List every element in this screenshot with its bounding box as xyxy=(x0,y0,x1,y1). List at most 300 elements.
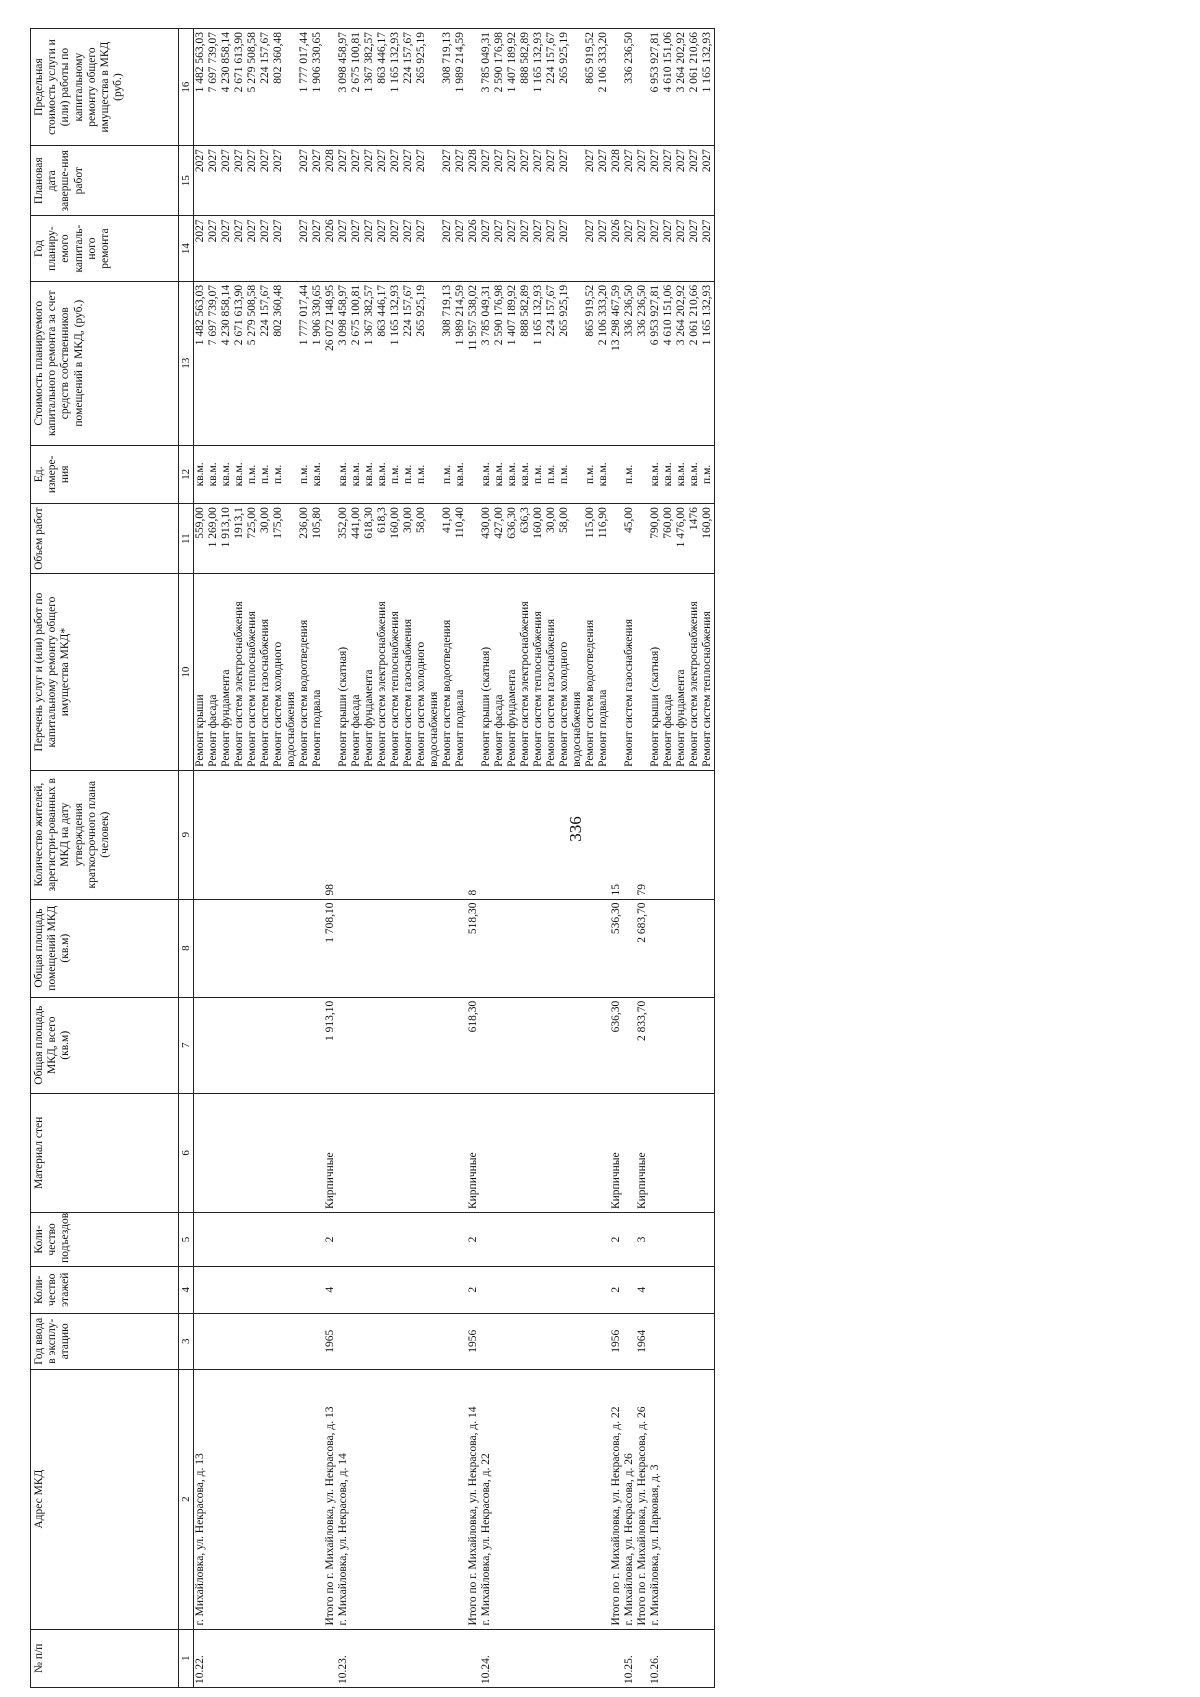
address-cell: Итого по г. Михайловка, ул. Некрасова, д. 14 xyxy=(467,1369,480,1629)
premises-area-cell: 1 708,10 xyxy=(324,899,337,997)
max-cost-cell xyxy=(467,29,480,146)
residents-cell xyxy=(519,770,532,899)
row-number-cell xyxy=(610,1629,623,1687)
row-number-cell xyxy=(311,1629,324,1687)
floors-cell xyxy=(675,1266,688,1313)
year-built-cell xyxy=(298,1313,311,1369)
column-number: 13 xyxy=(179,281,194,445)
completion-year-cell: 2027 xyxy=(493,146,506,216)
column-number: 10 xyxy=(179,574,194,771)
work-type-cell: Ремонт фундамента xyxy=(220,574,233,771)
year-built-cell: 1956 xyxy=(467,1313,480,1369)
row-number-cell xyxy=(272,1629,298,1687)
planned-cost-cell: 1 989 214,59 xyxy=(454,281,467,445)
unit-cell: кв.м. xyxy=(194,445,208,503)
repair-year-cell: 2027 xyxy=(493,216,506,282)
table-row xyxy=(441,29,454,1688)
floors-cell: 4 xyxy=(324,1266,337,1313)
row-number-cell xyxy=(402,1629,415,1687)
planned-cost-cell: 2 671 613,90 xyxy=(233,281,246,445)
table-row xyxy=(311,29,324,1688)
work-volume-cell: 636,3 xyxy=(519,504,532,574)
completion-year-cell: 2027 xyxy=(545,146,558,216)
planned-cost-cell: 3 264 202,92 xyxy=(675,281,688,445)
table-row xyxy=(233,29,246,1688)
wall-material-cell: Кирпичные xyxy=(324,1093,337,1212)
total-area-cell xyxy=(519,997,532,1093)
address-cell xyxy=(363,1369,376,1629)
premises-area-cell xyxy=(350,899,363,997)
premises-area-cell xyxy=(194,899,208,997)
entrances-cell xyxy=(376,1213,389,1267)
premises-area-cell xyxy=(337,899,350,997)
year-built-cell: 1956 xyxy=(610,1313,623,1369)
year-built-cell xyxy=(311,1313,324,1369)
work-type-cell: Ремонт систем теплоснабжения xyxy=(246,574,259,771)
table-row xyxy=(662,29,675,1688)
max-cost-cell: 2 675 100,81 xyxy=(350,29,363,146)
unit-cell: кв.м. xyxy=(233,445,246,503)
unit-cell xyxy=(636,445,649,503)
floors-cell xyxy=(493,1266,506,1313)
planned-cost-cell: 1 777 017,44 xyxy=(298,281,311,445)
floors-cell xyxy=(207,1266,220,1313)
table-row xyxy=(623,29,636,1688)
year-built-cell xyxy=(662,1313,675,1369)
unit-cell xyxy=(610,445,623,503)
entrances-cell xyxy=(415,1213,441,1267)
max-cost-cell: 1 482 563,03 xyxy=(194,29,208,146)
table-row xyxy=(376,29,389,1688)
repair-year-cell: 2027 xyxy=(545,216,558,282)
completion-year-cell: 2027 xyxy=(298,146,311,216)
work-type-cell xyxy=(467,574,480,771)
max-cost-cell: 336 236,50 xyxy=(623,29,636,146)
work-volume-cell: 352,00 xyxy=(337,504,350,574)
year-built-cell xyxy=(441,1313,454,1369)
repair-year-cell: 2027 xyxy=(688,216,701,282)
planned-cost-cell: 802 360,48 xyxy=(272,281,298,445)
year-built-cell xyxy=(519,1313,532,1369)
work-volume-cell: 110,40 xyxy=(454,504,467,574)
work-volume-cell: 160,00 xyxy=(389,504,402,574)
repair-year-cell: 2027 xyxy=(454,216,467,282)
max-cost-cell: 3 785 049,31 xyxy=(480,29,493,146)
max-cost-cell: 265 925,19 xyxy=(558,29,584,146)
premises-area-cell xyxy=(259,899,272,997)
header-cell: Год планиру-емого капиталь-ного ремонта xyxy=(31,216,179,282)
table-body xyxy=(194,29,715,1688)
entrances-cell: 2 xyxy=(610,1213,623,1267)
wall-material-cell xyxy=(246,1093,259,1212)
premises-area-cell xyxy=(454,899,467,997)
completion-year-cell: 2027 xyxy=(376,146,389,216)
total-area-cell xyxy=(363,997,376,1093)
floors-cell xyxy=(662,1266,675,1313)
planned-cost-cell: 2 675 100,81 xyxy=(350,281,363,445)
entrances-cell xyxy=(441,1213,454,1267)
entrances-cell xyxy=(298,1213,311,1267)
entrances-cell xyxy=(389,1213,402,1267)
year-built-cell xyxy=(584,1313,597,1369)
address-cell xyxy=(441,1369,454,1629)
work-volume-cell: 441,00 xyxy=(350,504,363,574)
floors-cell xyxy=(259,1266,272,1313)
work-volume-cell: 559,00 xyxy=(194,504,208,574)
work-type-cell: Ремонт крыши (скатная) xyxy=(649,574,662,771)
row-number-cell xyxy=(467,1629,480,1687)
year-built-cell xyxy=(454,1313,467,1369)
wall-material-cell xyxy=(311,1093,324,1212)
max-cost-cell: 5 279 508,58 xyxy=(246,29,259,146)
residents-cell xyxy=(233,770,246,899)
total-area-cell xyxy=(649,997,662,1093)
completion-year-cell: 2027 xyxy=(415,146,441,216)
planned-cost-cell: 1 165 132,93 xyxy=(701,281,715,445)
wall-material-cell xyxy=(623,1093,636,1212)
residents-cell xyxy=(194,770,208,899)
residents-cell xyxy=(259,770,272,899)
floors-cell xyxy=(298,1266,311,1313)
completion-year-cell: 2027 xyxy=(649,146,662,216)
premises-area-cell: 2 683,70 xyxy=(636,899,649,997)
row-number-cell xyxy=(545,1629,558,1687)
year-built-cell xyxy=(415,1313,441,1369)
column-number: 1 xyxy=(179,1629,194,1687)
entrances-cell xyxy=(558,1213,584,1267)
premises-area-cell xyxy=(623,899,636,997)
address-cell xyxy=(597,1369,610,1629)
total-area-cell: 618,30 xyxy=(467,997,480,1093)
residents-cell xyxy=(246,770,259,899)
header-cell: Коли-чество этажей xyxy=(31,1266,179,1313)
floors-cell: 2 xyxy=(467,1266,480,1313)
repair-year-cell: 2027 xyxy=(480,216,493,282)
repair-year-cell: 2027 xyxy=(506,216,519,282)
wall-material-cell xyxy=(402,1093,415,1212)
work-volume-cell: 30,00 xyxy=(545,504,558,574)
entrances-cell xyxy=(584,1213,597,1267)
unit-cell: п.м. xyxy=(532,445,545,503)
max-cost-cell: 1 989 214,59 xyxy=(454,29,467,146)
row-number-cell xyxy=(701,1629,715,1687)
total-area-cell xyxy=(233,997,246,1093)
year-built-cell xyxy=(688,1313,701,1369)
repair-year-cell: 2027 xyxy=(558,216,584,282)
row-number-cell xyxy=(493,1629,506,1687)
premises-area-cell xyxy=(597,899,610,997)
premises-area-cell: 518,30 xyxy=(467,899,480,997)
total-area-cell xyxy=(246,997,259,1093)
work-volume-cell: 1476 xyxy=(688,504,701,574)
total-area-cell xyxy=(675,997,688,1093)
year-built-cell xyxy=(272,1313,298,1369)
residents-cell xyxy=(649,770,662,899)
work-type-cell: Ремонт подвала xyxy=(311,574,324,771)
row-number-cell xyxy=(389,1629,402,1687)
premises-area-cell xyxy=(272,899,298,997)
year-built-cell xyxy=(194,1313,208,1369)
entrances-cell xyxy=(532,1213,545,1267)
work-type-cell: Ремонт систем газоснабжения xyxy=(623,574,636,771)
total-area-cell xyxy=(272,997,298,1093)
table-row xyxy=(454,29,467,1688)
residents-cell xyxy=(220,770,233,899)
total-area-cell xyxy=(376,997,389,1093)
table-row xyxy=(324,29,337,1688)
repair-year-cell: 2027 xyxy=(246,216,259,282)
entrances-cell xyxy=(454,1213,467,1267)
repair-year-cell: 2027 xyxy=(272,216,298,282)
premises-area-cell: 536,30 xyxy=(610,899,623,997)
address-cell: г. Михайловка, ул. Парковая, д. 3 xyxy=(649,1369,662,1629)
max-cost-cell: 224 157,67 xyxy=(402,29,415,146)
total-area-cell xyxy=(584,997,597,1093)
work-type-cell: Ремонт фасада xyxy=(350,574,363,771)
planned-cost-cell: 11 957 538,02 xyxy=(467,281,480,445)
work-volume-cell: 160,00 xyxy=(701,504,715,574)
repair-year-cell: 2027 xyxy=(597,216,610,282)
address-cell xyxy=(415,1369,441,1629)
total-area-cell xyxy=(454,997,467,1093)
max-cost-cell: 3 098 458,97 xyxy=(337,29,350,146)
max-cost-cell: 888 582,89 xyxy=(519,29,532,146)
premises-area-cell xyxy=(545,899,558,997)
total-area-cell xyxy=(506,997,519,1093)
entrances-cell xyxy=(701,1213,715,1267)
repair-year-cell: 2027 xyxy=(636,216,649,282)
column-number: 5 xyxy=(179,1213,194,1267)
repair-year-cell: 2027 xyxy=(441,216,454,282)
total-area-cell xyxy=(623,997,636,1093)
floors-cell xyxy=(701,1266,715,1313)
floors-cell xyxy=(597,1266,610,1313)
premises-area-cell xyxy=(246,899,259,997)
address-cell xyxy=(402,1369,415,1629)
premises-area-cell xyxy=(649,899,662,997)
floors-cell xyxy=(233,1266,246,1313)
work-type-cell: Ремонт систем газоснабжения xyxy=(259,574,272,771)
column-number: 14 xyxy=(179,216,194,282)
max-cost-cell: 2 061 210,66 xyxy=(688,29,701,146)
premises-area-cell xyxy=(402,899,415,997)
residents-cell xyxy=(415,770,441,899)
work-type-cell: Ремонт систем электроснабжения xyxy=(376,574,389,771)
total-area-cell xyxy=(207,997,220,1093)
wall-material-cell xyxy=(441,1093,454,1212)
planned-cost-cell: 2 061 210,66 xyxy=(688,281,701,445)
completion-year-cell: 2027 xyxy=(701,146,715,216)
table-row xyxy=(259,29,272,1688)
repair-year-cell: 2027 xyxy=(584,216,597,282)
floors-cell xyxy=(376,1266,389,1313)
total-area-cell: 1 913,10 xyxy=(324,997,337,1093)
entrances-cell xyxy=(233,1213,246,1267)
planned-cost-cell: 5 279 508,58 xyxy=(246,281,259,445)
table-row xyxy=(545,29,558,1688)
row-number-cell xyxy=(688,1629,701,1687)
wall-material-cell xyxy=(259,1093,272,1212)
year-built-cell: 1964 xyxy=(636,1313,649,1369)
residents-cell xyxy=(480,770,493,899)
table-row xyxy=(636,29,649,1688)
header-cell: Общая площадь МКД, всего (кв.м) xyxy=(31,997,179,1093)
work-volume-cell: 618,3 xyxy=(376,504,389,574)
wall-material-cell xyxy=(675,1093,688,1212)
premises-area-cell xyxy=(532,899,545,997)
year-built-cell xyxy=(350,1313,363,1369)
completion-year-cell: 2027 xyxy=(688,146,701,216)
floors-cell xyxy=(558,1266,584,1313)
address-cell xyxy=(701,1369,715,1629)
address-cell xyxy=(545,1369,558,1629)
planned-cost-cell: 6 953 927,81 xyxy=(649,281,662,445)
completion-year-cell: 2027 xyxy=(584,146,597,216)
planned-cost-cell: 265 925,19 xyxy=(415,281,441,445)
entrances-cell xyxy=(220,1213,233,1267)
max-cost-cell: 802 360,48 xyxy=(272,29,298,146)
premises-area-cell xyxy=(558,899,584,997)
wall-material-cell xyxy=(207,1093,220,1212)
work-type-cell: Ремонт систем теплоснабжения xyxy=(701,574,715,771)
work-type-cell: Ремонт систем электроснабжения xyxy=(519,574,532,771)
total-area-cell xyxy=(688,997,701,1093)
residents-cell xyxy=(337,770,350,899)
work-volume-cell: 636,30 xyxy=(506,504,519,574)
work-type-cell: Ремонт крыши (скатная) xyxy=(337,574,350,771)
max-cost-cell: 1 407 189,92 xyxy=(506,29,519,146)
max-cost-cell: 863 446,17 xyxy=(376,29,389,146)
row-number-cell: 10.25. xyxy=(623,1629,636,1687)
unit-cell: п.м. xyxy=(701,445,715,503)
planned-cost-cell: 865 919,52 xyxy=(584,281,597,445)
planned-cost-cell: 13 298 467,59 xyxy=(610,281,623,445)
total-area-cell xyxy=(701,997,715,1093)
floors-cell xyxy=(480,1266,493,1313)
column-number: 2 xyxy=(179,1369,194,1629)
max-cost-cell: 1 777 017,44 xyxy=(298,29,311,146)
header-row xyxy=(31,29,179,1688)
floors-cell xyxy=(441,1266,454,1313)
total-area-cell xyxy=(545,997,558,1093)
work-type-cell: Ремонт подвала xyxy=(597,574,610,771)
floors-cell xyxy=(649,1266,662,1313)
repair-year-cell: 2027 xyxy=(233,216,246,282)
max-cost-cell: 4 610 151,06 xyxy=(662,29,675,146)
floors-cell xyxy=(688,1266,701,1313)
planned-cost-cell: 224 157,67 xyxy=(402,281,415,445)
residents-cell: 8 xyxy=(467,770,480,899)
floors-cell xyxy=(311,1266,324,1313)
work-type-cell: Ремонт крыши (скатная) xyxy=(480,574,493,771)
row-number-cell xyxy=(324,1629,337,1687)
unit-cell: п.м. xyxy=(623,445,636,503)
entrances-cell xyxy=(402,1213,415,1267)
table-row xyxy=(584,29,597,1688)
work-volume-cell: 115,00 xyxy=(584,504,597,574)
wall-material-cell: Кирпичные xyxy=(636,1093,649,1212)
work-type-cell: Ремонт систем водоотведения xyxy=(441,574,454,771)
address-cell xyxy=(298,1369,311,1629)
header-cell: Адрес МКД xyxy=(31,1369,179,1629)
work-volume-cell: 30,00 xyxy=(402,504,415,574)
max-cost-cell: 3 264 202,92 xyxy=(675,29,688,146)
repair-year-cell: 2027 xyxy=(350,216,363,282)
residents-cell xyxy=(363,770,376,899)
address-cell xyxy=(272,1369,298,1629)
row-number-cell xyxy=(298,1629,311,1687)
planned-cost-cell: 888 582,89 xyxy=(519,281,532,445)
address-cell xyxy=(506,1369,519,1629)
max-cost-cell: 224 157,67 xyxy=(259,29,272,146)
residents-cell xyxy=(701,770,715,899)
unit-cell xyxy=(467,445,480,503)
completion-year-cell: 2027 xyxy=(363,146,376,216)
table-row xyxy=(597,29,610,1688)
completion-year-cell: 2027 xyxy=(337,146,350,216)
entrances-cell xyxy=(649,1213,662,1267)
work-volume-cell: 427,00 xyxy=(493,504,506,574)
table-row xyxy=(298,29,311,1688)
table-row xyxy=(688,29,701,1688)
residents-cell xyxy=(454,770,467,899)
floors-cell xyxy=(272,1266,298,1313)
work-type-cell: Ремонт крыши xyxy=(194,574,208,771)
work-volume-cell: 760,00 xyxy=(662,504,675,574)
entrances-cell xyxy=(337,1213,350,1267)
unit-cell: кв.м. xyxy=(493,445,506,503)
premises-area-cell xyxy=(389,899,402,997)
wall-material-cell xyxy=(597,1093,610,1212)
year-built-cell xyxy=(649,1313,662,1369)
wall-material-cell xyxy=(220,1093,233,1212)
entrances-cell xyxy=(688,1213,701,1267)
planned-cost-cell: 336 236,50 xyxy=(623,281,636,445)
year-built-cell xyxy=(597,1313,610,1369)
completion-year-cell: 2027 xyxy=(532,146,545,216)
work-volume-cell: 1913,1 xyxy=(233,504,246,574)
floors-cell xyxy=(350,1266,363,1313)
work-volume-cell: 1 913,10 xyxy=(220,504,233,574)
max-cost-cell: 2 671 613,90 xyxy=(233,29,246,146)
unit-cell: кв.м. xyxy=(506,445,519,503)
work-volume-cell: 430,00 xyxy=(480,504,493,574)
work-type-cell: Ремонт фундамента xyxy=(506,574,519,771)
planned-cost-cell: 1 906 330,65 xyxy=(311,281,324,445)
unit-cell: п.м. xyxy=(298,445,311,503)
address-cell xyxy=(493,1369,506,1629)
completion-year-cell: 2027 xyxy=(233,146,246,216)
premises-area-cell xyxy=(506,899,519,997)
row-number-cell xyxy=(662,1629,675,1687)
unit-cell: п.м. xyxy=(558,445,584,503)
repair-year-cell: 2027 xyxy=(311,216,324,282)
floors-cell xyxy=(454,1266,467,1313)
repair-year-cell: 2027 xyxy=(532,216,545,282)
planned-cost-cell: 1 482 563,03 xyxy=(194,281,208,445)
entrances-cell xyxy=(194,1213,208,1267)
year-built-cell xyxy=(207,1313,220,1369)
floors-cell xyxy=(194,1266,208,1313)
total-area-cell xyxy=(402,997,415,1093)
total-area-cell xyxy=(350,997,363,1093)
year-built-cell xyxy=(376,1313,389,1369)
year-built-cell xyxy=(220,1313,233,1369)
table-row xyxy=(610,29,623,1688)
premises-area-cell xyxy=(233,899,246,997)
floors-cell xyxy=(415,1266,441,1313)
residents-cell xyxy=(623,770,636,899)
